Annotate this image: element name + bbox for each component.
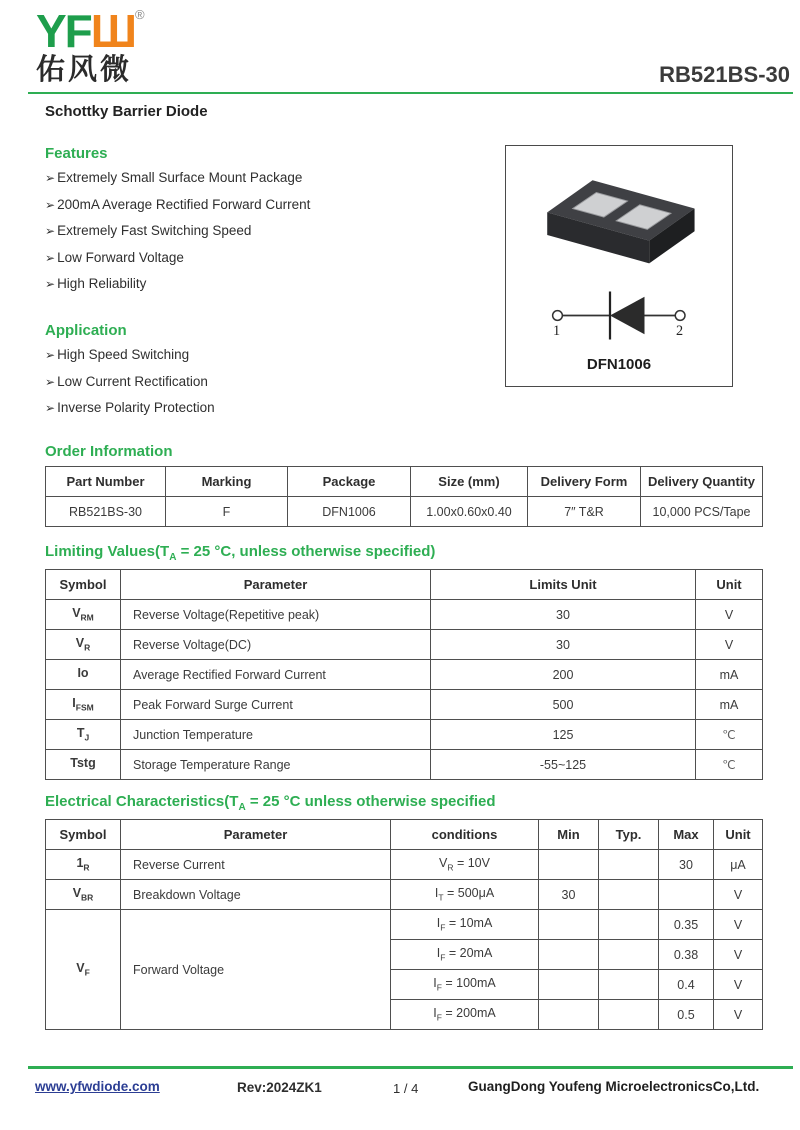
column-header: conditions (391, 820, 539, 850)
list-item (45, 342, 485, 369)
features-list (45, 165, 485, 298)
arrow-bullet-icon: ➢ (45, 374, 56, 389)
pin-1-label: 1 (553, 323, 561, 339)
unit-cell: V (714, 970, 763, 1000)
column-header: Package (288, 467, 411, 497)
min-cell (539, 850, 599, 880)
arrow-bullet-icon: ➢ (45, 348, 56, 362)
max-cell: 0.5 (659, 1000, 714, 1030)
application-text: Low Current Rectification (57, 373, 208, 389)
column-header: Size (mm) (411, 467, 528, 497)
column-header: Marking (166, 467, 288, 497)
symbol-cell: $V_F$ (46, 910, 121, 1030)
arrow-bullet-icon: ➢ (45, 401, 56, 415)
table-header-row (46, 820, 763, 850)
list-item (45, 395, 485, 422)
delivery-quantity-cell: 10,000 PCS/Tape (641, 497, 763, 527)
application-text: High Speed Switching (57, 347, 190, 362)
logo-chinese-name: 佑风微 (36, 54, 133, 86)
column-header: Max (659, 820, 714, 850)
unit-cell: V (714, 1000, 763, 1030)
conditions-cell: $I_F = 100mA$ (391, 970, 539, 1000)
typ-cell (599, 1000, 659, 1030)
parameter-cell: Reverse Current (121, 850, 391, 880)
min-cell (539, 940, 599, 970)
conditions-cell: $V_R = 10V$ (391, 850, 539, 880)
unit-cell: V (714, 910, 763, 940)
unit-cell: ℃ (696, 750, 763, 780)
yfw-logo-text (36, 5, 145, 57)
table-header-row (46, 467, 763, 497)
limiting-values-title: Limiting $Values(T_A = 25$ °C, unless otherwise specified) (45, 543, 436, 563)
parameter-cell: Forward Voltage (121, 910, 391, 1030)
order-information-title: Order Information (45, 443, 173, 460)
table-row (46, 630, 763, 660)
column-header: Limits Unit (431, 570, 696, 600)
list-item (45, 218, 485, 245)
logo-yf-text: YF (36, 5, 91, 57)
list-item (45, 192, 485, 219)
min-cell (539, 970, 599, 1000)
electrical-characteristics-table (45, 819, 763, 1030)
order-information-section (45, 443, 763, 527)
max-cell: 0.38 (659, 940, 714, 970)
dfn1006-package-image (534, 162, 704, 274)
limit-cell: 125 (431, 720, 696, 750)
parameter-cell: Reverse Voltage(DC) (121, 630, 431, 660)
package-preview-box (505, 145, 733, 387)
list-item (45, 165, 485, 192)
symbol-cell: $V_{BR}$ (46, 880, 121, 910)
column-header: Symbol (46, 570, 121, 600)
part-number-cell: RB521BS-30 (46, 497, 166, 527)
conditions-cell: $I_T = 500\mu A$ (391, 880, 539, 910)
symbol-cell: Io (46, 660, 121, 690)
typ-cell (599, 910, 659, 940)
typ-cell (599, 940, 659, 970)
column-header: Parameter (121, 570, 431, 600)
conditions-cell: $I_F = 10mA$ (391, 910, 539, 940)
unit-cell: mA (696, 660, 763, 690)
list-item (45, 245, 485, 272)
website-link[interactable]: www.yfwdiode.com (35, 1079, 160, 1094)
table-row (46, 850, 763, 880)
arrow-bullet-icon: ➢ (45, 224, 56, 238)
limit-cell: 200 (431, 660, 696, 690)
arrow-bullet-icon: ➢ (45, 171, 56, 185)
conditions-cell: $I_F = 20mA$ (391, 940, 539, 970)
limiting-values-section (45, 543, 763, 780)
unit-cell: μA (714, 850, 763, 880)
application-section (45, 322, 485, 422)
marking-cell: F (166, 497, 288, 527)
unit-cell: V (696, 630, 763, 660)
feature-text: Extremely Fast Switching Speed (57, 223, 252, 238)
registered-trademark-icon: ® (135, 7, 145, 22)
order-information-table (45, 466, 763, 527)
table-row (46, 720, 763, 750)
typ-cell (599, 850, 659, 880)
feature-text: High Reliability (57, 276, 147, 291)
electrical-characteristics-section (45, 793, 763, 1030)
header-divider (28, 92, 793, 94)
unit-cell: mA (696, 690, 763, 720)
list-item (45, 369, 485, 396)
yfw-logo (36, 5, 145, 86)
device-subtitle: Schottky Barrier Diode (45, 103, 208, 120)
table-row (46, 690, 763, 720)
min-cell (539, 910, 599, 940)
table-row (46, 660, 763, 690)
feature-text: 200mA Average Rectified Forward Current (57, 196, 311, 212)
table-row (46, 600, 763, 630)
column-header: Symbol (46, 820, 121, 850)
column-header: Unit (696, 570, 763, 600)
limit-cell: 30 (431, 600, 696, 630)
column-header: Delivery Quantity (641, 467, 763, 497)
unit-cell: ℃ (696, 720, 763, 750)
list-item (45, 271, 485, 298)
feature-text: Extremely Small Surface Mount Package (57, 170, 303, 185)
pin-2-label: 2 (676, 323, 684, 339)
arrow-bullet-icon: ➢ (45, 250, 56, 265)
page-number: 1 / 4 (393, 1081, 419, 1096)
unit-cell: V (714, 940, 763, 970)
size-cell: 1.00x0.60x0.40 (411, 497, 528, 527)
table-row (46, 750, 763, 780)
limit-cell: -55~125 (431, 750, 696, 780)
delivery-form-cell: 7″ T&R (528, 497, 641, 527)
package-name-label: DFN1006 (586, 356, 652, 373)
parameter-cell: Storage Temperature Range (121, 750, 431, 780)
footer-divider (28, 1066, 793, 1069)
logo-w-glyph: Ш (90, 5, 136, 57)
unit-cell: V (714, 880, 763, 910)
diode-symbol-icon (544, 284, 694, 356)
application-title: Application (45, 322, 127, 339)
unit-cell: V (696, 600, 763, 630)
column-header: Part Number (46, 467, 166, 497)
max-cell: 30 (659, 850, 714, 880)
parameter-cell: Average Rectified Forward Current (121, 660, 431, 690)
limit-cell: 500 (431, 690, 696, 720)
parameter-cell: Peak Forward Surge Current (121, 690, 431, 720)
table-row (46, 880, 763, 910)
typ-cell (599, 880, 659, 910)
arrow-bullet-icon: ➢ (45, 197, 56, 212)
limit-cell: 30 (431, 630, 696, 660)
limiting-values-table (45, 569, 763, 780)
max-cell (659, 880, 714, 910)
max-cell: 0.4 (659, 970, 714, 1000)
features-section (45, 145, 485, 298)
symbol-cell: $V_R$ (46, 630, 121, 660)
parameter-cell: Breakdown Voltage (121, 880, 391, 910)
features-title: Features (45, 145, 108, 162)
max-cell: 0.35 (659, 910, 714, 940)
column-header: Parameter (121, 820, 391, 850)
application-list (45, 342, 485, 422)
symbol-cell: $V_{RM}$ (46, 600, 121, 630)
table-header-row (46, 570, 763, 600)
feature-text: Low Forward Voltage (57, 249, 184, 265)
typ-cell (599, 970, 659, 1000)
column-header: Typ. (599, 820, 659, 850)
arrow-bullet-icon: ➢ (45, 277, 56, 291)
symbol-cell: $1_R$ (46, 850, 121, 880)
min-cell (539, 1000, 599, 1030)
electrical-characteristics-title: Electrical $Characteristics(T_A = 25$ °C unless otherwise specified (45, 793, 496, 813)
table-row (46, 497, 763, 527)
table-row (46, 910, 763, 940)
symbol-cell: $T_J$ (46, 720, 121, 750)
package-cell: DFN1006 (288, 497, 411, 527)
symbol-cell: Tstg (46, 750, 121, 780)
revision-label: Rev:2024ZK1 (237, 1080, 322, 1095)
symbol-cell: $I_{FSM}$ (46, 690, 121, 720)
conditions-cell: $I_F = 200mA$ (391, 1000, 539, 1030)
column-header: Delivery Form (528, 467, 641, 497)
application-text: Inverse Polarity Protection (57, 400, 215, 415)
min-cell: 30 (539, 880, 599, 910)
page-title-part-number: RB521BS-30 (659, 62, 790, 87)
parameter-cell: Reverse Voltage(Repetitive peak) (121, 600, 431, 630)
parameter-cell: Junction Temperature (121, 720, 431, 750)
column-header: Unit (714, 820, 763, 850)
company-name: GuangDong Youfeng MicroelectronicsCo,Ltd. (468, 1079, 760, 1094)
column-header: Min (539, 820, 599, 850)
